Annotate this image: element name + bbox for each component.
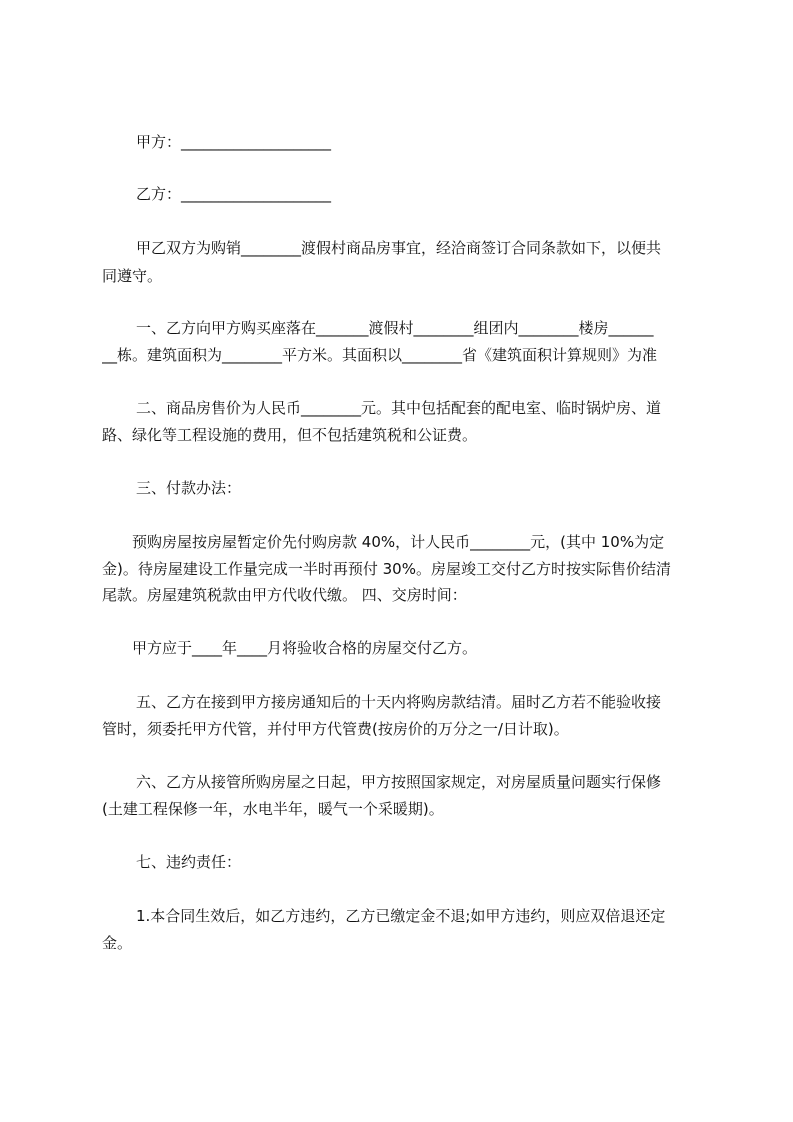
- clause6-line-2: (土建工程保修一年，水电半年，暖气一个采暖期)。: [102, 800, 444, 818]
- payment-line-1: 预购房屋按房屋暂定价先付购房款 40%，计人民币________元，(其中 10%为定: [132, 533, 665, 551]
- clause7-title: 七、违约责任：: [136, 853, 242, 871]
- clause3-title: 三、付款办法：: [136, 479, 242, 497]
- clause5-line-2: 管时，须委托甲方代管，并付甲方代管费(按房价的万分之一/日计取)。: [102, 720, 569, 738]
- payment-line-3: 尾款。房屋建筑税款由甲方代收代缴。 四、交房时间：: [102, 586, 467, 604]
- clause2-line-2: 路、绿化等工程设施的费用，但不包括建筑税和公证费。: [102, 426, 478, 444]
- clause2-line-1: 二、商品房售价为人民币________元。其中包括配套的配电室、临时锅炉房、道: [136, 399, 662, 417]
- clause5-line-1: 五、乙方在接到甲方接房通知后的十天内将购房款结清。届时乙方若不能验收接: [136, 693, 662, 711]
- party-b-line: 乙方：____________________: [136, 185, 332, 203]
- party-a-line: 甲方：____________________: [136, 133, 332, 151]
- intro-line-1: 甲乙双方为购销________渡假村商品房事宜，经洽商签订合同条款如下，以便共: [136, 239, 662, 257]
- breach-line-2: 金。: [102, 934, 133, 952]
- delivery-line: 甲方应于____年____月将验收合格的房屋交付乙方。: [132, 639, 478, 657]
- intro-line-2: 同遵守。: [102, 267, 163, 285]
- clause1-line-1: 一、乙方向甲方购买座落在_______渡假村________组团内________楼房______: [136, 319, 654, 337]
- clause1-line-2: __栋。建筑面积为________平方米。其面积以________省《建筑面积计算规则》为准: [102, 346, 658, 364]
- payment-line-2: 金)。待房屋建设工作量完成一半时再预付 30%。房屋竣工交付乙方时按实际售价结清: [102, 560, 671, 578]
- breach-line-1: 1.本合同生效后，如乙方违约，乙方已缴定金不退;如甲方违约，则应双倍退还定: [136, 907, 666, 925]
- clause6-line-1: 六、乙方从接管所购房屋之日起，甲方按照国家规定，对房屋质量问题实行保修: [136, 773, 662, 791]
